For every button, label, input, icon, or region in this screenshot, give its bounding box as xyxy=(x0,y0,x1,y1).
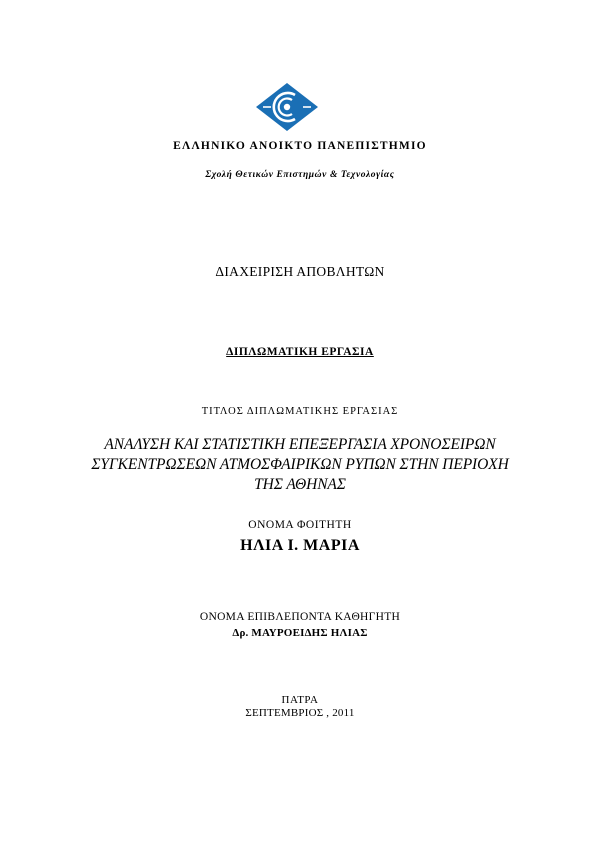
date: ΣΕΠΤΕΜΒΡΙΟΣ , 2011 xyxy=(245,707,355,719)
thesis-title-line: ΑΝΑΛΥΣΗ ΚΑΙ ΣΤΑΤΙΣΤΙΚΗ ΕΠΕΞΕΡΓΑΣΙΑ ΧΡΟΝΟΣΕΙΡΩΝ xyxy=(104,436,496,453)
program-name: ΔΙΑΧΕΙΡΙΣΗ ΑΠΟΒΛΗΤΩΝ xyxy=(215,264,385,279)
eap-logo-icon xyxy=(255,82,319,132)
supervisor-name: Δρ. ΜΑΥΡΟΕΙΔΗΣ ΗΛΙΑΣ xyxy=(232,627,368,639)
thesis-title-line: ΤΗΣ ΑΘΗΝΑΣ xyxy=(254,476,346,493)
university-name: ΕΛΛΗΝΙΚΟ ΑΝΟΙΚΤΟ ΠΑΝΕΠΙΣΤΗΜΙΟ xyxy=(173,140,427,152)
student-label: ΟΝΟΜΑ ΦΟΙΤΗΤΗ xyxy=(248,519,352,531)
thesis-type: ΔΙΠΛΩΜΑΤΙΚΗ ΕΡΓΑΣΙΑ xyxy=(226,346,374,358)
student-name: ΗΛΙΑ Ι. ΜΑΡΙΑ xyxy=(240,537,360,554)
thesis-title-label: ΤΙΤΛΟΣ ΔΙΠΛΩΜΑΤΙΚΗΣ ΕΡΓΑΣΙΑΣ xyxy=(201,406,399,417)
thesis-title-line: ΣΥΓΚΕΝΤΡΩΣΕΩΝ ΑΤΜΟΣΦΑΙΡΙΚΩΝ ΡΥΠΩΝ ΣΤΗΝ ΠΕΡΙΟΧΗ xyxy=(91,456,509,473)
school-name: Σχολή Θετικών Επιστημών & Τεχνολογίας xyxy=(205,170,395,180)
city: ΠΑΤΡΑ xyxy=(281,694,319,706)
thesis-title xyxy=(0,435,600,495)
supervisor-label: ΟΝΟΜΑ ΕΠΙΒΛΕΠΟΝΤΑ ΚΑΘΗΓΗΤΗ xyxy=(199,611,401,623)
